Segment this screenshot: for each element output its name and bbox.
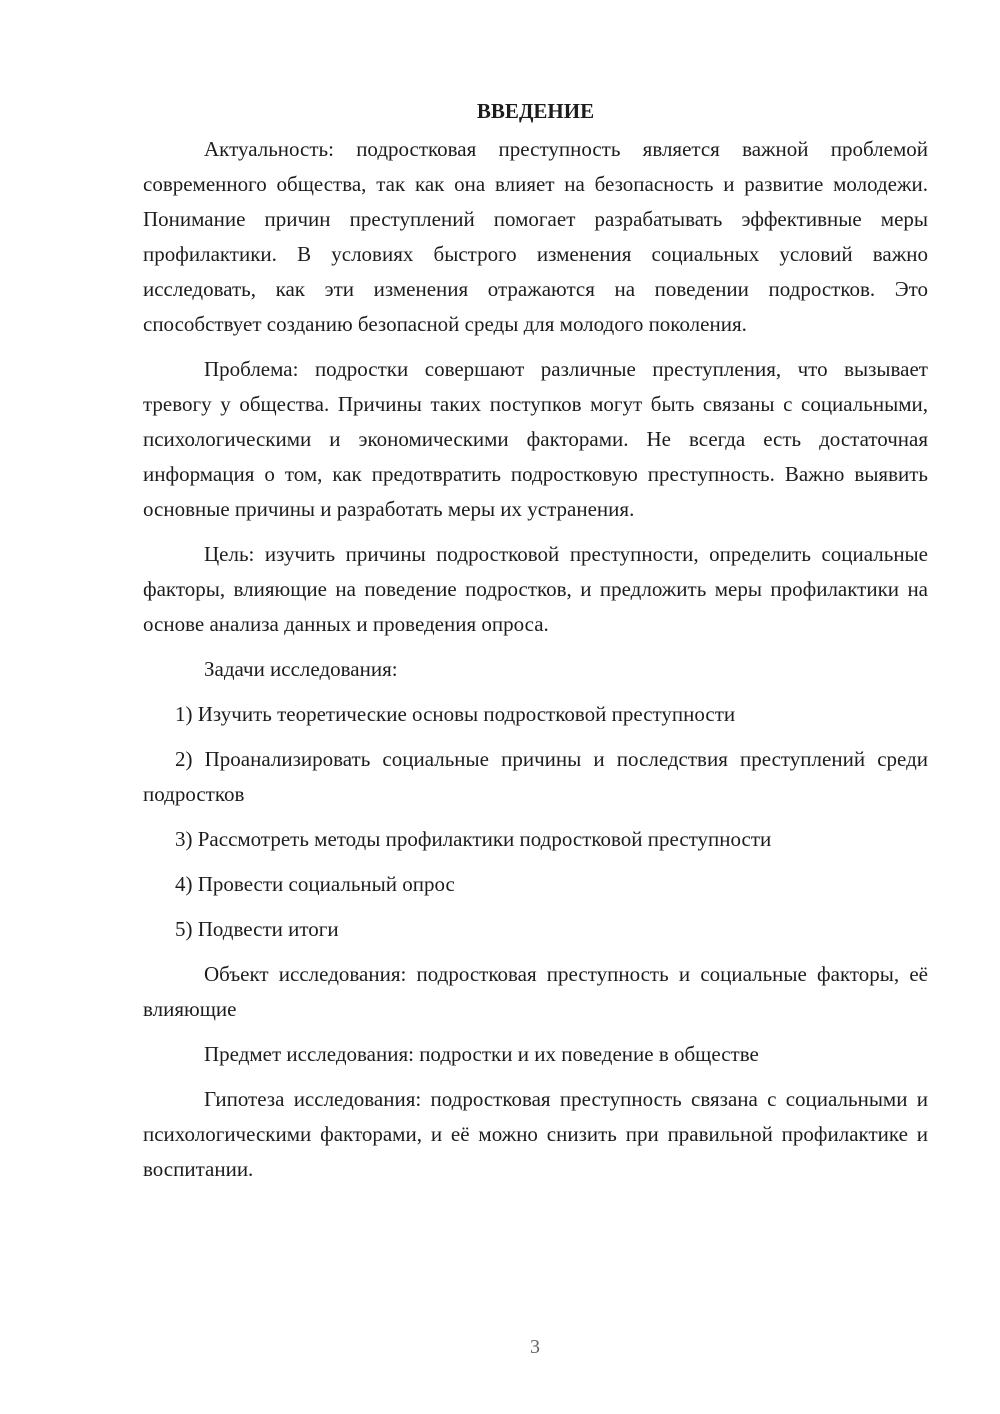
task-item-2: 2) Проанализировать социальные причины и последствия преступлений среди подростков xyxy=(143,747,928,806)
task-item-4: 4) Провести социальный опрос xyxy=(175,872,455,896)
page-title: ВВЕДЕНИЕ xyxy=(476,99,595,123)
paragraph-problem: Проблема: подростки совершают различные преступления, что вызывает тревогу у общества. Причины таких поступков могут быть связаны с социальными, психологическими и экономическими факторами. Не всегда есть достаточная информация о том, как предотвратить подростковую преступность. Важно выявить основные причины и разработать меры их устранения. xyxy=(143,357,928,521)
paragraph-subject: Предмет исследования: подростки и их поведение в обществе xyxy=(204,1042,759,1066)
paragraph-relevance: Актуальность: подростковая преступность является важной проблемой современного общества, так как она влияет на безопасность и развитие молодежи. Понимание причин преступлений помогает разрабатывать эффективные меры профилактики. В условиях быстрого изменения социальных условий важно исследовать, как эти изменения отражаются на поведении подростков. Это способствует созданию безопасной среды для молодого поколения. xyxy=(143,137,928,336)
task-item-1: 1) Изучить теоретические основы подростковой преступности xyxy=(175,702,736,726)
paragraph-hypothesis: Гипотеза исследования: подростковая преступность связана с социальными и психологическими факторами, и её можно снизить при правильной профилактике и воспитании. xyxy=(143,1087,928,1181)
paragraph-object: Объект исследования: подростковая преступность и социальные факторы, её влияющие xyxy=(143,962,928,1021)
task-item-5: 5) Подвести итоги xyxy=(175,917,339,941)
paragraph-goal: Цель: изучить причины подростковой преступности, определить социальные факторы, влияющие на поведение подростков, и предложить меры профилактики на основе анализа данных и проведения опроса. xyxy=(143,542,928,636)
task-item-3: 3) Рассмотреть методы профилактики подростковой преступности xyxy=(175,827,772,851)
tasks-heading: Задачи исследования: xyxy=(204,657,398,681)
page-number: 3 xyxy=(530,1336,540,1358)
